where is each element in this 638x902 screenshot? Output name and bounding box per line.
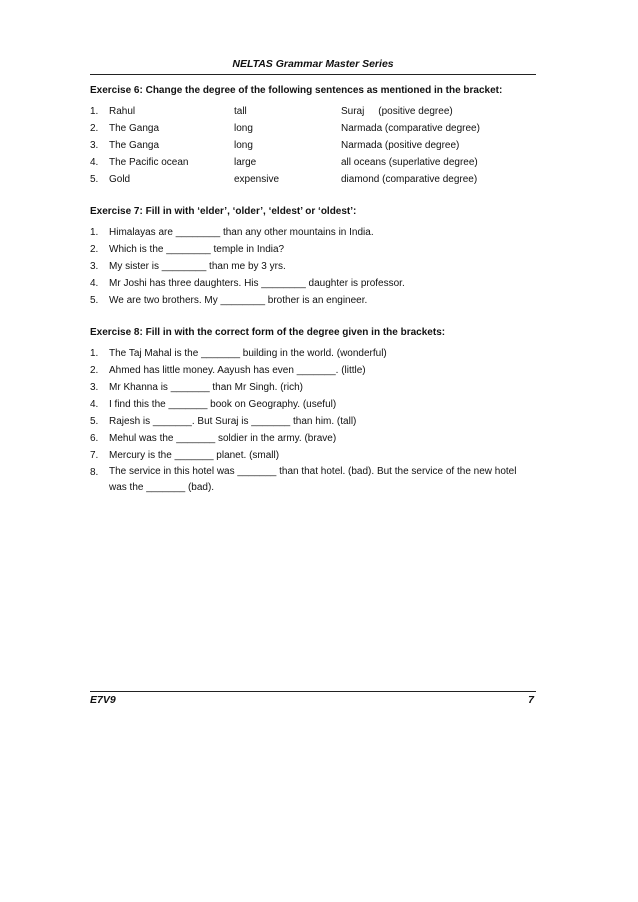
item-number: 1.	[90, 106, 99, 117]
item-text: Which is the ________ temple in India?	[109, 244, 285, 255]
item-adjective: expensive	[234, 174, 280, 185]
item-compare: Narmada (comparative degree)	[341, 123, 480, 134]
item-number: 6.	[90, 433, 99, 444]
footer-divider	[90, 691, 536, 692]
item-number: 5.	[90, 174, 99, 185]
item-subject: Rahul	[109, 106, 136, 117]
item-number: 2.	[90, 365, 99, 376]
item-number: 1.	[90, 348, 99, 359]
list-item	[90, 362, 536, 379]
item-compare: diamond (comparative degree)	[341, 174, 478, 185]
list-item	[90, 379, 536, 396]
item-compare: Narmada (positive degree)	[341, 140, 460, 151]
item-subject: Gold	[109, 174, 131, 185]
item-text: Mehul was the _______ soldier in the army. (brave)	[109, 433, 337, 444]
item-number: 3.	[90, 382, 99, 393]
exercise-8-title: Exercise 8: Fill in with the correct form of the degree given in the brackets:	[90, 327, 446, 338]
item-text: I find this the _______ book on Geography. (useful)	[109, 399, 337, 410]
exercise-8-list	[90, 345, 536, 496]
exercise-7-title: Exercise 7: Fill in with ‘elder’, ‘older’, ‘eldest’ or ‘oldest’:	[90, 206, 357, 217]
item-number: 4.	[90, 399, 99, 410]
list-item	[90, 241, 536, 258]
list-item	[90, 224, 536, 241]
item-text: The Taj Mahal is the _______ building in the world. (wonderful)	[109, 348, 387, 359]
item-adjective: long	[234, 123, 253, 134]
item-compare: Suraj (positive degree)	[341, 106, 453, 117]
item-adjective: tall	[234, 106, 247, 117]
list-item	[90, 345, 536, 362]
item-text: Mr Joshi has three daughters. His ________ daughter is professor.	[109, 278, 405, 289]
item-number: 4.	[90, 278, 99, 289]
list-item	[90, 275, 536, 292]
item-text: Ahmed has little money. Aayush has even _______. (little)	[109, 365, 366, 376]
list-item	[90, 447, 536, 464]
item-adjective: long	[234, 140, 253, 151]
page-header-title: NELTAS Grammar Master Series	[232, 58, 394, 70]
exercise-6	[90, 84, 536, 188]
list-item	[90, 258, 536, 275]
exercise-7	[90, 205, 536, 309]
item-subject: The Ganga	[109, 140, 160, 151]
item-number: 2.	[90, 244, 99, 255]
list-item	[90, 120, 536, 137]
item-number: 3.	[90, 140, 99, 151]
list-item	[90, 137, 536, 154]
exercise-8	[90, 326, 536, 496]
section-spacer	[90, 188, 536, 205]
item-number: 5.	[90, 416, 99, 427]
list-item	[90, 154, 536, 171]
item-adjective: large	[234, 157, 257, 168]
list-item	[90, 413, 536, 430]
item-text: Rajesh is _______. But Suraj is _______ than him. (tall)	[109, 416, 357, 427]
item-number: 1.	[90, 227, 99, 238]
item-text: Mercury is the _______ planet. (small)	[109, 450, 280, 461]
page-content	[90, 84, 536, 496]
item-number: 5.	[90, 295, 99, 306]
exercise-7-list	[90, 224, 536, 309]
list-item	[90, 103, 536, 120]
exercise-6-title: Exercise 6: Change the degree of the following sentences as mentioned in the bracket:	[90, 85, 503, 96]
header-divider	[90, 74, 536, 75]
item-text: Mr Khanna is _______ than Mr Singh. (rich)	[109, 382, 303, 393]
item-compare: all oceans (superlative degree)	[341, 157, 478, 168]
exercise-6-list	[90, 103, 536, 188]
item-text: We are two brothers. My ________ brother is an engineer.	[109, 295, 368, 306]
list-item	[90, 292, 536, 309]
list-item	[90, 396, 536, 413]
list-item	[90, 430, 536, 447]
item-text: Himalayas are ________ than any other mountains in India.	[109, 227, 374, 238]
item-subject: The Ganga	[109, 123, 160, 134]
footer-code: E7V9	[90, 694, 116, 706]
item-number: 8.	[90, 467, 99, 478]
item-number: 3.	[90, 261, 99, 272]
page-number: 7	[528, 694, 534, 706]
section-spacer	[90, 309, 536, 326]
item-number: 2.	[90, 123, 99, 134]
list-item	[90, 171, 536, 188]
item-subject: The Pacific ocean	[109, 157, 189, 168]
item-text: The service in this hotel was _______ than that hotel. (bad). But the service of the new hotel was the _______ (bad).	[109, 466, 517, 493]
item-number: 7.	[90, 450, 99, 461]
list-item	[90, 464, 536, 496]
item-number: 4.	[90, 157, 99, 168]
item-text: My sister is ________ than me by 3 yrs.	[109, 261, 286, 272]
